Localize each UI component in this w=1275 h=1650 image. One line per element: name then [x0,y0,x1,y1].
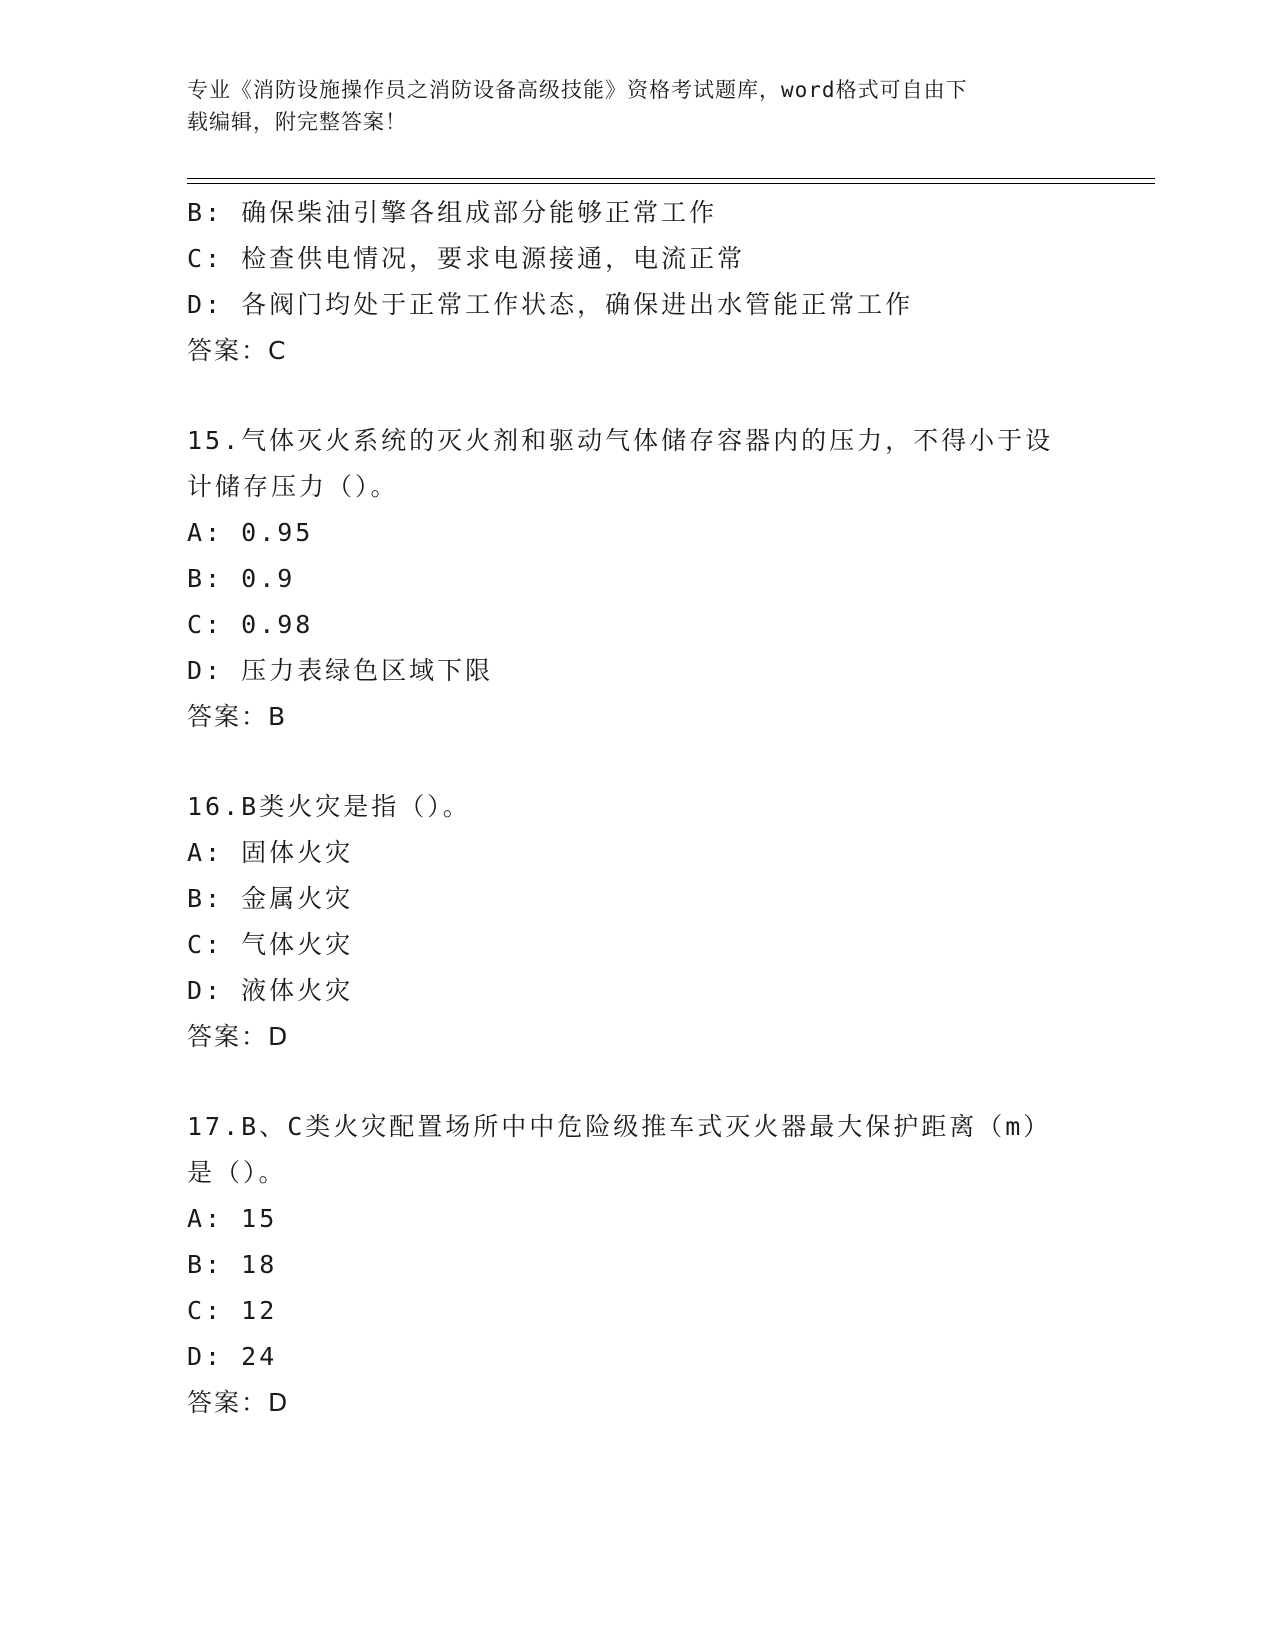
option-c: C: 检查供电情况，要求电源接通，电流正常 [187,244,746,273]
option-b: B: 金属火灾 [187,884,354,913]
option-b: B: 确保柴油引擎各组成部分能够正常工作 [187,198,718,227]
question-stem: 15.气体灭火系统的灭火剂和驱动气体储存容器内的压力，不得小于设 [187,426,1054,455]
question-stem-cont: 计储存压力（）。 [187,472,399,501]
question-17 [187,1104,1087,1426]
answer: 答案：D [187,1388,290,1417]
option-d: D: 压力表绿色区域下限 [187,656,494,685]
answer: 答案：B [187,702,288,731]
spacer [187,1060,1087,1104]
question-list [187,190,1087,1426]
option-c: C: 12 [187,1296,278,1325]
option-c: C: 气体火灾 [187,930,354,959]
option-a: A: 0.95 [187,518,314,547]
question-stem: 17.B、C类火灾配置场所中中危险级推车式灭火器最大保护距离（m） [187,1112,1052,1141]
option-b: B: 0.9 [187,564,296,593]
question-14-tail [187,190,1087,374]
answer: 答案：D [187,1022,290,1051]
header-line-1: 专业《消防设施操作员之消防设备高级技能》资格考试题库，word格式可自由下 [187,78,968,102]
question-15 [187,418,1087,740]
header-divider-bottom [187,183,1155,184]
option-d: D: 液体火灾 [187,976,354,1005]
spacer [187,740,1087,784]
option-a: A: 15 [187,1204,278,1233]
option-d: D: 各阀门均处于正常工作状态，确保进出水管能正常工作 [187,290,914,319]
header-line-2: 载编辑，附完整答案！ [187,110,407,134]
spacer [187,374,1087,418]
option-a: A: 固体火灾 [187,838,354,867]
question-16 [187,784,1087,1060]
option-b: B: 18 [187,1250,278,1279]
document-header [187,74,1067,138]
question-stem-cont: 是（）。 [187,1158,287,1187]
question-stem: 16.B类火灾是指（）。 [187,792,471,821]
option-c: C: 0.98 [187,610,314,639]
answer: 答案：C [187,336,288,365]
header-divider-top [187,178,1155,179]
option-d: D: 24 [187,1342,278,1371]
